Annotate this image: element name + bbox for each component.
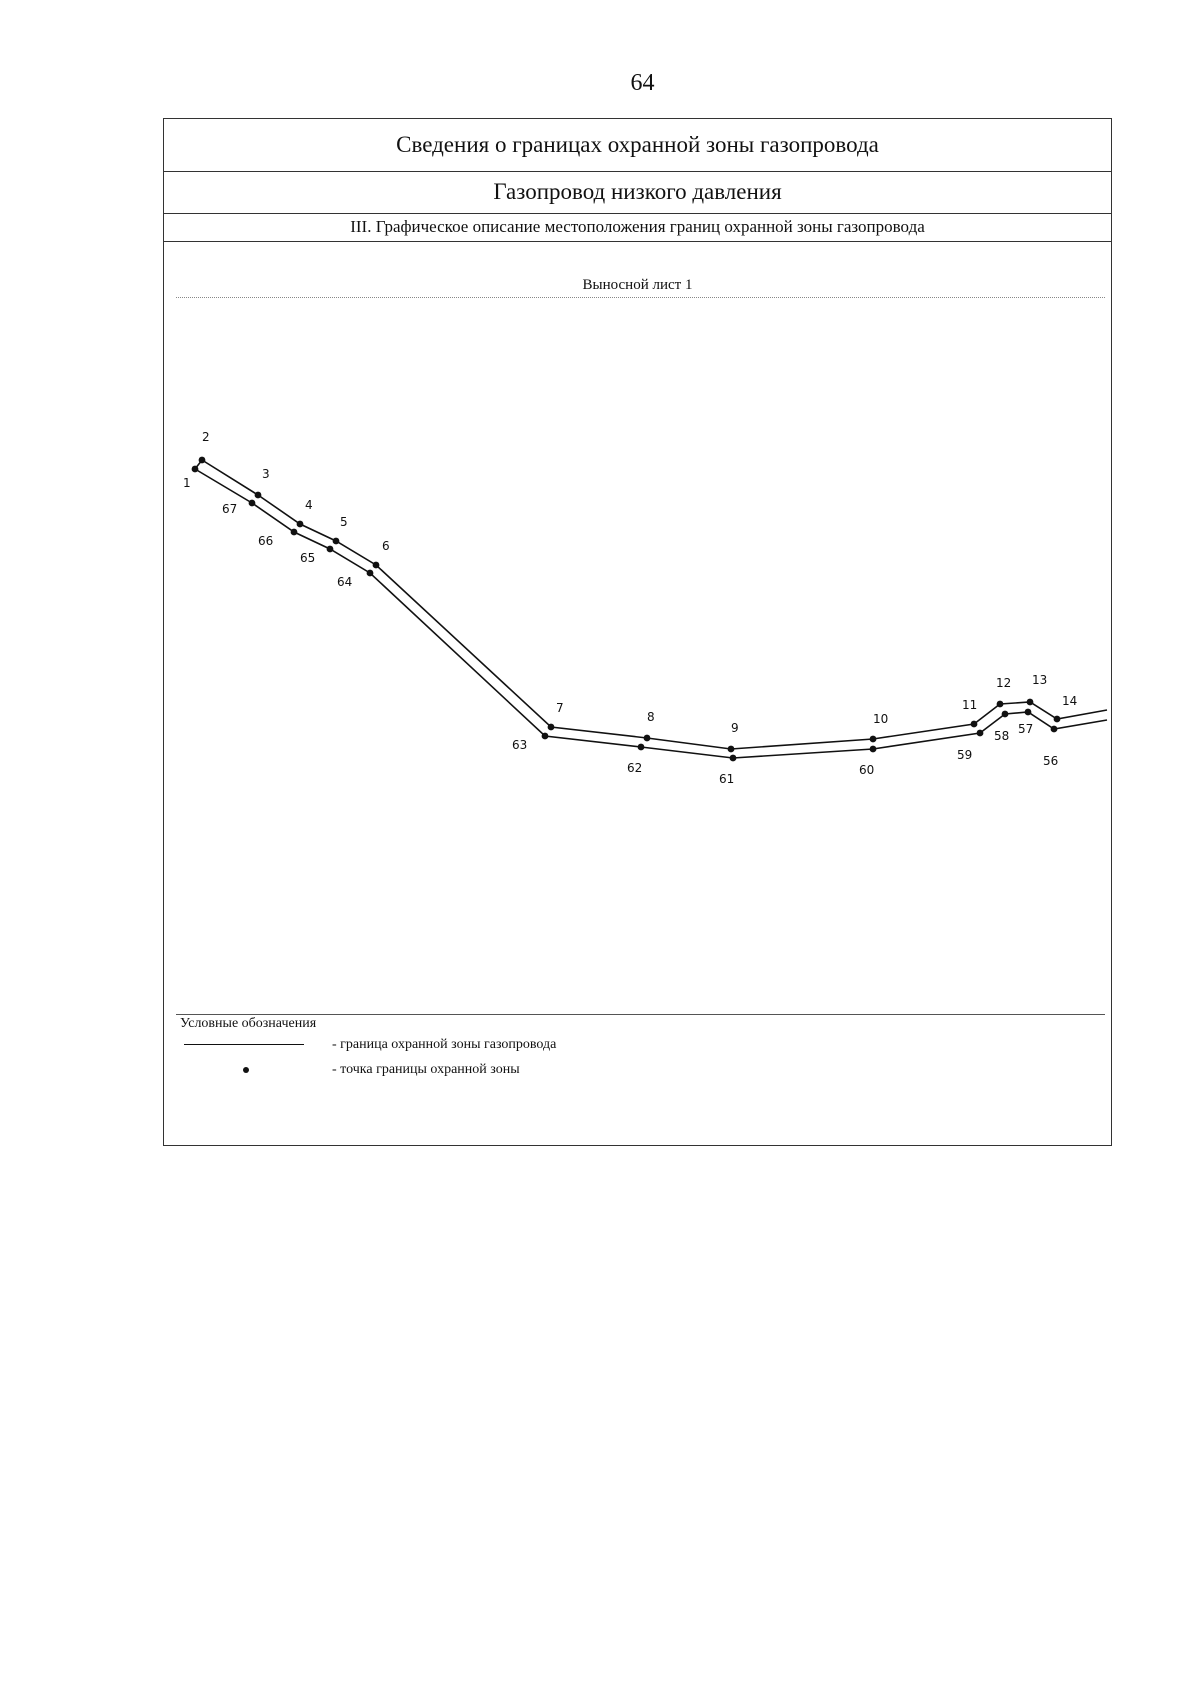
lower-point-marker [1025, 709, 1032, 716]
lower-point-marker [870, 746, 877, 753]
lower-point-marker [977, 730, 984, 737]
upper-point-marker [373, 562, 380, 569]
upper-point-marker [644, 735, 651, 742]
lower-point-marker [638, 744, 645, 751]
lower-point-label: 67 [222, 502, 238, 516]
upper-point-marker [997, 701, 1004, 708]
upper-point-label: 2 [202, 430, 210, 444]
upper-point-label: 8 [647, 710, 655, 724]
legend-point-label: - точка границы охранной зоны [332, 1062, 520, 1077]
sheet-label: Выносной лист 1 [582, 277, 693, 293]
upper-point-marker [1027, 699, 1034, 706]
page-number: 64 [630, 70, 655, 96]
upper-point-label: 10 [873, 712, 889, 726]
legend-item-boundary-line [184, 1035, 556, 1055]
lower-point-marker [327, 546, 334, 553]
lower-point-label: 58 [994, 729, 1010, 743]
document-title: Сведения о границах охранной зоны газопровода [164, 119, 1111, 172]
upper-point-marker [1054, 716, 1061, 723]
lower-point-marker [1051, 726, 1058, 733]
lower-point-label: 61 [719, 772, 735, 786]
lower-point-label: 66 [258, 534, 274, 548]
lower-point-label: 65 [300, 551, 316, 565]
upper-point-marker [255, 492, 262, 499]
upper-point-marker [870, 736, 877, 743]
boundary-drawing [164, 119, 1113, 1147]
upper-point-marker [548, 724, 555, 731]
upper-point-marker [297, 521, 304, 528]
upper-point-label: 3 [262, 467, 270, 481]
lower-point-marker [249, 500, 256, 507]
zone-info-frame [163, 118, 1112, 1146]
lower-point-marker [730, 755, 737, 762]
document-subtitle: Газопровод низкого давления [164, 171, 1111, 214]
upper-point-label: 12 [996, 676, 1012, 690]
lower-point-label: 63 [512, 738, 528, 752]
lower-point-marker [367, 570, 374, 577]
upper-point-label: 5 [340, 515, 348, 529]
lower-point-marker [542, 733, 549, 740]
upper-point-marker [199, 457, 206, 464]
lower-point-marker [1002, 711, 1009, 718]
lower-point-label: 62 [627, 761, 643, 775]
upper-point-label: 13 [1032, 673, 1048, 687]
legend-point-symbol [184, 1060, 332, 1080]
upper-point-label: 7 [556, 701, 564, 715]
upper-point-label: 14 [1062, 694, 1078, 708]
lower-point-marker [291, 529, 298, 536]
upper-point-label: 4 [305, 498, 313, 512]
boundary-points [183, 430, 1077, 786]
lower-point-label: 56 [1043, 754, 1059, 768]
upper-point-label: 9 [731, 721, 739, 735]
section-heading: III. Графическое описание местоположения границ охранной зоны газопровода [164, 213, 1111, 242]
upper-point-marker [971, 721, 978, 728]
lower-point-label: 57 [1018, 722, 1034, 736]
legend-item-boundary-point [184, 1060, 520, 1080]
legend-line-label: - граница охранной зоны газопровода [332, 1037, 557, 1052]
upper-point-label: 1 [183, 476, 191, 490]
lower-point-label: 64 [337, 575, 353, 589]
upper-point-label: 6 [382, 539, 390, 553]
legend-title: Условные обозначения [180, 1016, 317, 1031]
legend-line-symbol [184, 1035, 332, 1055]
legend-divider [176, 1014, 1105, 1015]
upper-point-marker [728, 746, 735, 753]
upper-point-label: 11 [962, 698, 978, 712]
lower-point-label: 59 [957, 748, 973, 762]
upper-point-marker [192, 466, 199, 473]
upper-point-marker [333, 538, 340, 545]
lower-point-label: 60 [859, 763, 875, 777]
